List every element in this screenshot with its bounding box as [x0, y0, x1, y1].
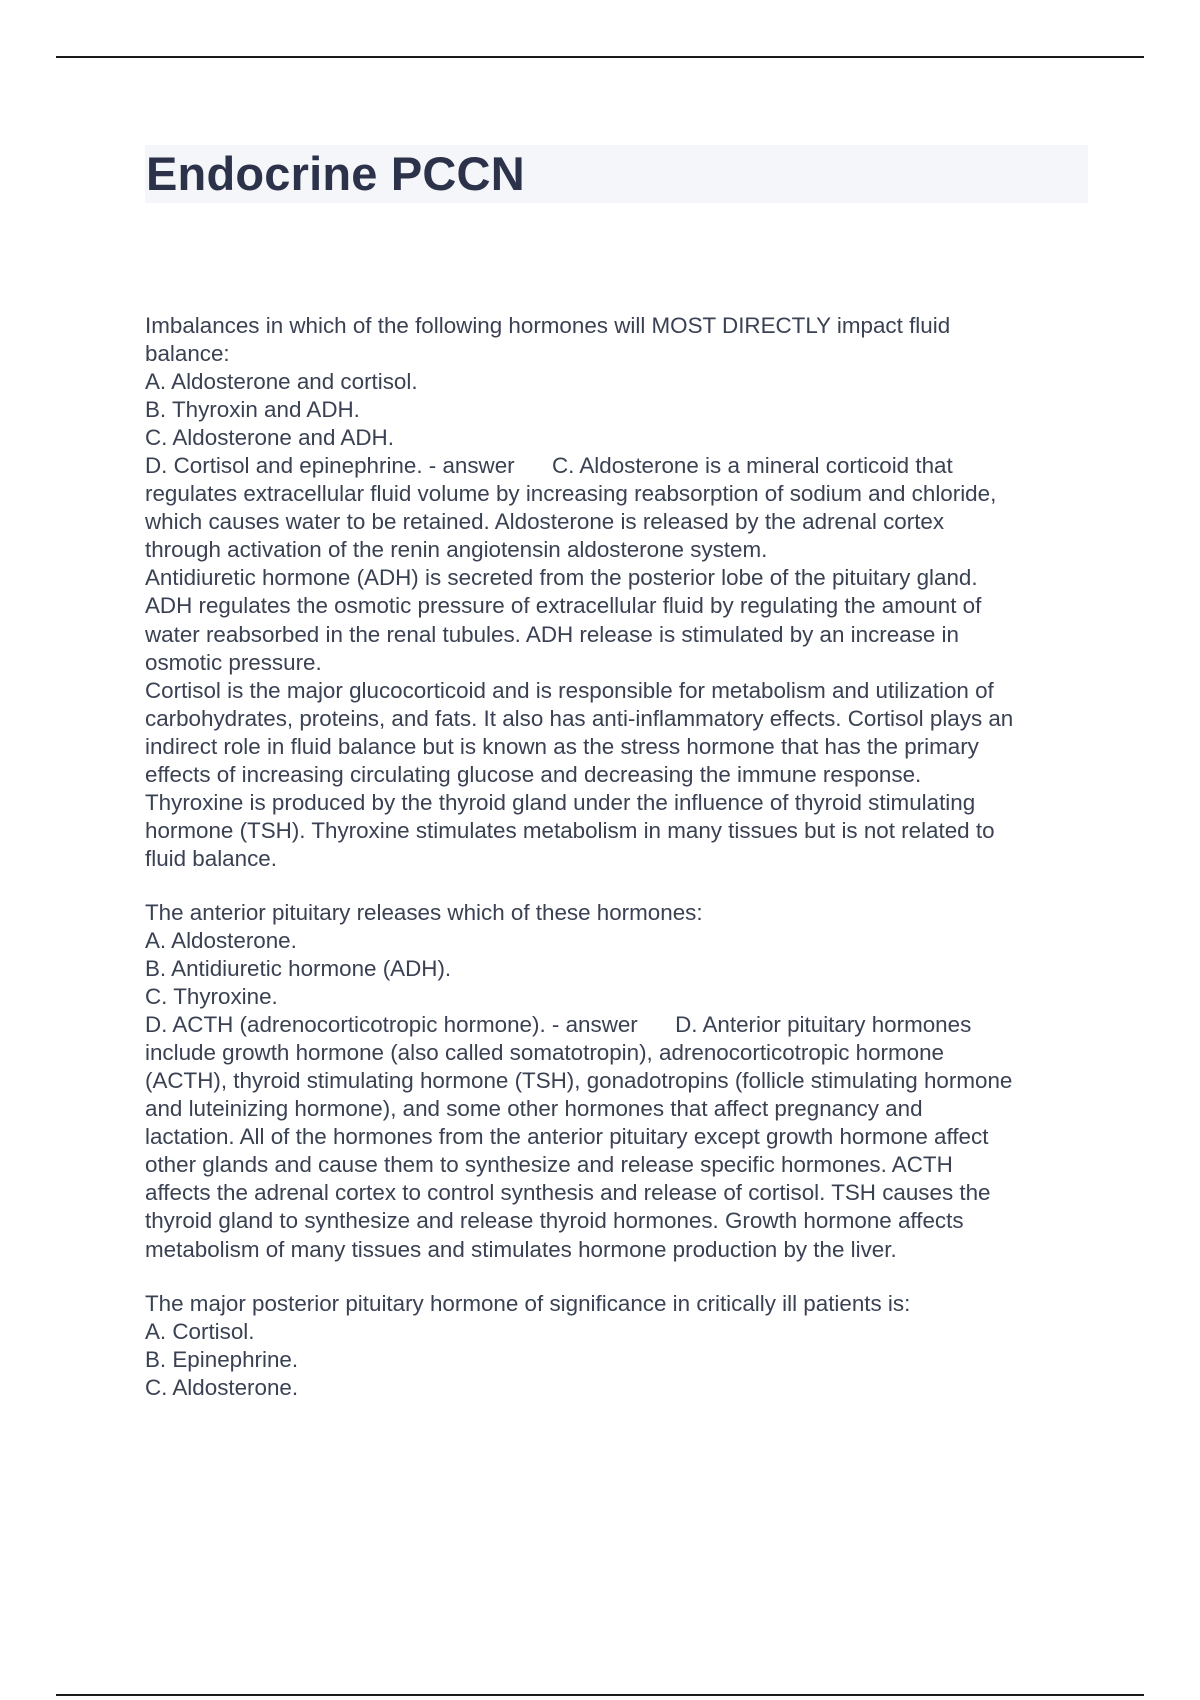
- text-line: A. Aldosterone.: [145, 927, 297, 953]
- text-line: fluid balance.: [145, 845, 277, 871]
- text-line: balance:: [145, 341, 230, 367]
- text-line: A. Cortisol.: [145, 1318, 255, 1344]
- paragraph-gap: [145, 873, 1090, 899]
- text-line: Imbalances in which of the following hormones will MOST DIRECTLY impact fluid: [145, 313, 951, 338]
- text-line: C. Aldosterone.: [145, 1374, 299, 1400]
- text-line: D. Cortisol and epinephrine. - answer C. Aldosterone is a mineral corticoid that: [145, 453, 953, 479]
- text-line: thyroid gland to synthesize and release thyroid hormones. Growth hormone affects: [145, 1208, 964, 1234]
- text-line: (ACTH), thyroid stimulating hormone (TSH), gonadotropins (follicle stimulating hormone: [145, 1068, 1013, 1094]
- text-line: B. Thyroxin and ADH.: [145, 397, 360, 423]
- text-line: carbohydrates, proteins, and fats. It also has anti-inflammatory effects. Cortisol plays an: [145, 705, 1014, 731]
- text-line: effects of increasing circulating glucose and decreasing the immune response.: [145, 761, 922, 787]
- bottom-rule: [56, 1694, 1144, 1696]
- text-line: The major posterior pituitary hormone of significance in critically ill patients is:: [145, 1290, 911, 1316]
- question-block-2: [145, 899, 1090, 1264]
- text-line: The anterior pituitary releases which of these hormones:: [145, 899, 703, 925]
- document-body: [145, 312, 1090, 1402]
- paragraph-gap: [145, 1264, 1090, 1290]
- text-line: and luteinizing hormone), and some other hormones that affect pregnancy and: [145, 1096, 923, 1122]
- text-line: lactation. All of the hormones from the anterior pituitary except growth hormone affect: [145, 1124, 989, 1150]
- text-line: water reabsorbed in the renal tubules. ADH release is stimulated by an increase in: [145, 621, 959, 647]
- text-line: include growth hormone (also called somatotropin), adrenocorticotropic hormone: [145, 1040, 945, 1066]
- text-line: ADH regulates the osmotic pressure of extracellular fluid by regulating the amount of: [145, 593, 982, 619]
- text-line: indirect role in fluid balance but is known as the stress hormone that has the primary: [145, 733, 979, 759]
- text-line: D. ACTH (adrenocorticotropic hormone). - answer D. Anterior pituitary hormones: [145, 1012, 972, 1038]
- text-line: B. Antidiuretic hormone (ADH).: [145, 956, 452, 982]
- text-line: metabolism of many tissues and stimulates hormone production by the liver.: [145, 1236, 897, 1262]
- text-line: hormone (TSH). Thyroxine stimulates metabolism in many tissues but is not related to: [145, 817, 995, 843]
- text-line: Cortisol is the major glucocorticoid and is responsible for metabolism and utilization of: [145, 677, 994, 703]
- question-block-3: [145, 1290, 1090, 1402]
- text-line: regulates extracellular fluid volume by increasing reabsorption of sodium and chloride,: [145, 481, 997, 507]
- text-line: A. Aldosterone and cortisol.: [145, 369, 418, 395]
- text-line: which causes water to be retained. Aldosterone is released by the adrenal cortex: [145, 509, 945, 535]
- text-line: Antidiuretic hormone (ADH) is secreted from the posterior lobe of the pituitary gland.: [145, 565, 978, 591]
- top-rule: [56, 56, 1144, 58]
- text-line: osmotic pressure.: [145, 649, 322, 675]
- question-block-1: [145, 312, 1090, 873]
- text-line: C. Aldosterone and ADH.: [145, 425, 394, 451]
- text-line: C. Thyroxine.: [145, 984, 278, 1010]
- text-line: through activation of the renin angiotensin aldosterone system.: [145, 537, 768, 563]
- text-line: other glands and cause them to synthesize and release specific hormones. ACTH: [145, 1152, 953, 1178]
- text-line: B. Epinephrine.: [145, 1346, 299, 1372]
- text-line: Thyroxine is produced by the thyroid gland under the influence of thyroid stimulating: [145, 789, 976, 815]
- document-title: Endocrine PCCN: [146, 147, 525, 200]
- text-line: affects the adrenal cortex to control synthesis and release of cortisol. TSH causes the: [145, 1180, 991, 1206]
